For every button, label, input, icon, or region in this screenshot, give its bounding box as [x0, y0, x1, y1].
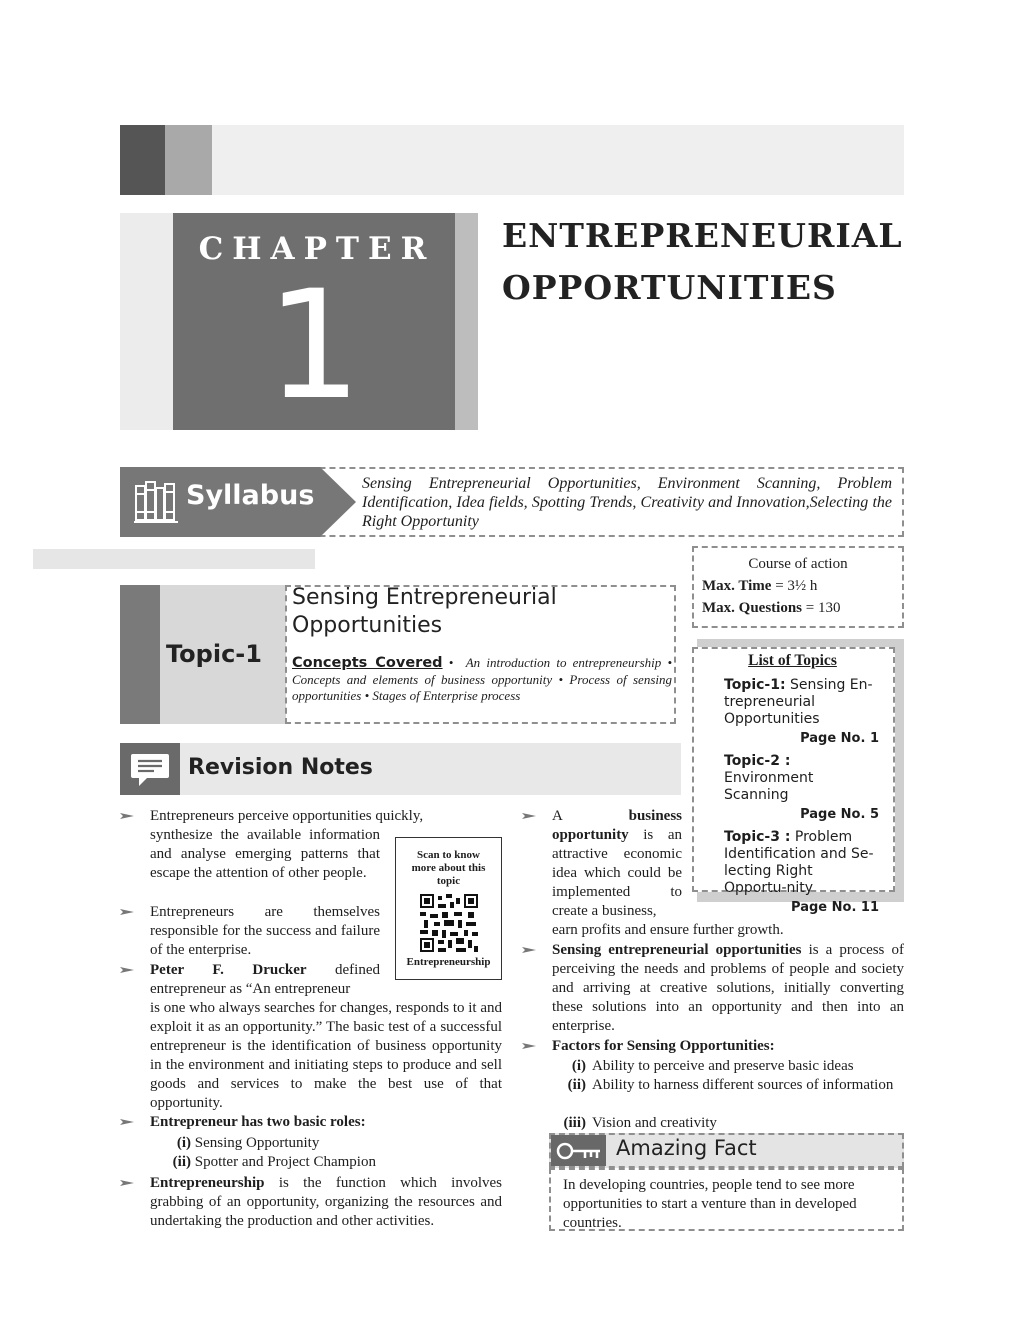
chat-bubble-icon: [130, 750, 170, 790]
list-item-continued: earn profits and ensure further growth.: [552, 922, 784, 938]
list-item: Peter F. Drucker defined entrepreneur as “An entrepreneur: [150, 961, 380, 999]
arrow-bullet-icon: [120, 907, 134, 917]
page-number: Page No. 11: [791, 900, 879, 915]
concepts-covered-text: An introduction to entrepreneurship • Concepts and elements of business opportunity • Process of sensing opportunities • Stages of Enterprise process: [292, 655, 672, 703]
chapter-word: CHAPTER: [198, 231, 436, 267]
sub-list-item: (iii) Vision and creativity: [563, 1115, 717, 1131]
qr-code-icon: [420, 894, 478, 952]
decorative-strip: [33, 549, 315, 569]
amazing-fact-label: Amazing Fact: [616, 1136, 757, 1160]
arrow-bullet-icon: [120, 1117, 134, 1127]
concepts-covered: Concepts Covered • An introduction to entrepreneurship • Concepts and elements of business opportunity • Process of sensing opportunities • Stages of Enterprise process: [292, 655, 672, 703]
list-of-topics-title: List of Topics: [748, 652, 837, 669]
arrow-bullet-icon: [522, 1041, 536, 1051]
concepts-covered-label: Concepts Covered: [292, 655, 443, 671]
header-band-mid-block: [165, 125, 212, 195]
list-item-continued: synthesize the available information and analyse emerging patterns that escape the attention of other people.: [150, 827, 380, 881]
page-number: Page No. 5: [800, 807, 879, 822]
list-item: Topic-2 : Environment Scanning: [724, 753, 814, 803]
header-band-dark-block: [120, 125, 165, 195]
chapter-title-line-1: ENTREPRENEURIAL: [502, 216, 903, 255]
books-icon: [133, 478, 181, 524]
list-item: Entrepreneur has two basic roles:: [150, 1113, 502, 1132]
max-time: Max. Time = 3½ h: [702, 578, 818, 594]
list-item: Topic-3 : Problem Identification and Se-lecting Right Opportu-nity: [724, 829, 874, 896]
arrow-bullet-icon: [522, 811, 536, 821]
chapter-title-line-2: OPPORTUNITIES: [502, 268, 837, 307]
list-item: Topic-1: Sensing En-trepreneurial Opportunities: [724, 677, 873, 727]
sub-list-item: (i) Sensing Opportunity: [176, 1135, 320, 1151]
course-title: Course of action: [748, 556, 848, 572]
list-item: Entrepreneurship is the function which involves grabbing of an opportunity, organizing the resources and undertaking the production and other activities.: [150, 1174, 502, 1231]
page-number: Page No. 1: [800, 731, 879, 746]
chapter-block-stripe: [455, 213, 478, 430]
list-item: Factors for Sensing Opportunities:: [552, 1037, 904, 1056]
sub-list-item: (ii) Spotter and Project Champion: [172, 1154, 376, 1170]
chapter-title: [502, 210, 902, 314]
chapter-box: [173, 213, 455, 433]
amazing-fact-text: In developing countries, people tend to see more opportunities to start a venture than in developed countries.: [563, 1177, 857, 1231]
list-item: Sensing entrepreneurial opportunities is a process of perceiving the needs and problems of people and society and arriving at creative solutions, initially converting these solutions into an opportunity and then into an enterprise.: [552, 941, 904, 1036]
list-item-continued: opportunity is an attractive economic idea which could be implemented to create a business,: [552, 827, 682, 919]
list-of-topics-box: [692, 647, 895, 915]
max-questions: Max. Questions = 130: [702, 600, 841, 616]
arrow-bullet-icon: [120, 1178, 134, 1188]
list-item-continued: is one who always searches for changes, responds to it and exploit it as an opportunity.” The basic test of a successful entrepreneur is the identification of business opportunity in the environment and initiating steps to produce and sell goods and services to make the best use of that opportunity.: [150, 1000, 502, 1111]
amazing-fact-box: [549, 1168, 904, 1231]
arrow-bullet-icon: [120, 965, 134, 975]
list-item: Entrepreneurs are themselves responsible for the success and failure of the enterprise.: [150, 903, 380, 960]
key-icon: [555, 1140, 603, 1162]
revision-notes-label: Revision Notes: [188, 755, 373, 780]
sub-list-item: (i) Ability to perceive and preserve basic ideas: [571, 1058, 854, 1074]
qr-footer: Entrepreneurship: [406, 956, 491, 968]
arrow-bullet-icon: [522, 945, 536, 955]
topic-block-dark: [120, 585, 160, 724]
syllabus-label: Syllabus: [186, 480, 315, 511]
list-item: Entrepreneurs perceive opportunities quickly,: [150, 807, 502, 826]
arrow-bullet-icon: [120, 811, 134, 821]
qr-caption: Scan to know more about this topic: [411, 849, 486, 887]
syllabus-text: Sensing Entrepreneurial Opportunities, Environment Scanning, Problem Identification, Idea fields, Spotting Trends, Creativity and Innovation,Selecting the Right Opportunity: [362, 475, 892, 530]
topic-title: Sensing Entrepreneurial Opportunities: [292, 585, 557, 638]
sub-list-item: (ii) Ability to harness different sources of information: [567, 1077, 894, 1093]
header-band: [120, 125, 904, 195]
topic-label: Topic-1: [166, 640, 262, 668]
chapter-number: 1: [266, 259, 362, 433]
course-of-action-box: [692, 546, 904, 628]
qr-code-box[interactable]: [395, 837, 502, 980]
list-item: A business: [552, 807, 682, 826]
